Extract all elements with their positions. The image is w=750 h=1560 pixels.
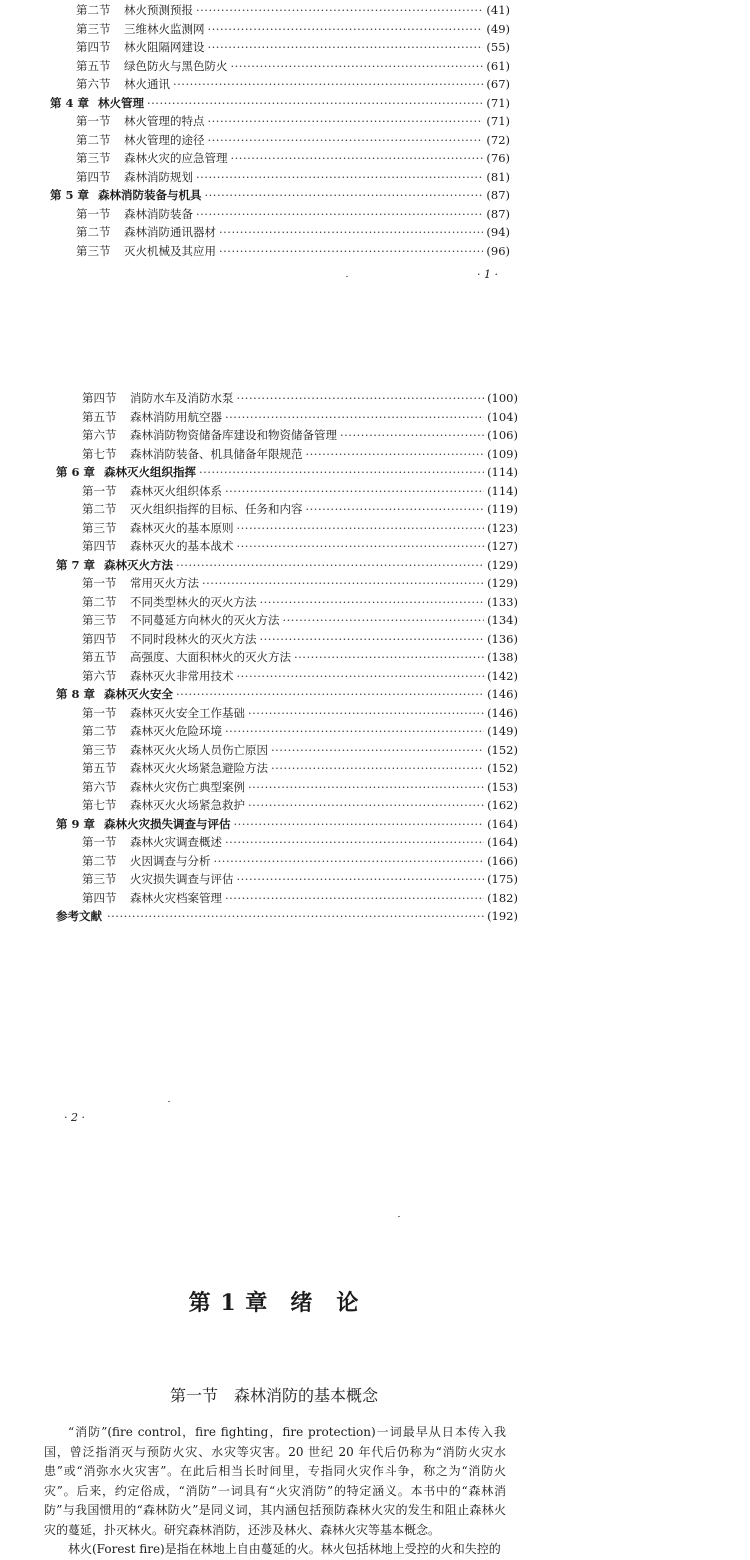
toc-leader-dots [294, 648, 484, 667]
toc-entry-page: (175) [487, 872, 518, 886]
toc-entry-number: 第二节 [82, 853, 117, 868]
toc-leader-dots [176, 556, 484, 575]
toc-entry-number: 第 4 章 [50, 95, 90, 110]
toc-entry-title: 森林消防物资储备库建设和物资储备管理 [130, 428, 337, 442]
toc-entry-number: 第二节 [76, 132, 111, 147]
toc-entry-page: (149) [487, 724, 518, 738]
toc-chapter-entry [50, 94, 510, 113]
toc-section-entry [56, 648, 518, 667]
toc-entry-number: 第 8 章 [56, 687, 96, 701]
toc-section-entry [50, 20, 510, 39]
toc-section-entry [56, 704, 518, 723]
toc-leader-dots [208, 20, 484, 39]
toc-entry-title: 森林灭火组织体系 [130, 483, 222, 498]
section-title-text: 森林消防的基本概念 [234, 1386, 379, 1405]
toc-entry-title: 森林灭火安全 [104, 687, 173, 701]
toc-entry-number: 第五节 [82, 409, 117, 424]
toc-entry-number: 第五节 [82, 761, 117, 775]
toc-section-entry [56, 796, 518, 815]
toc-leader-dots [208, 112, 484, 131]
toc-leader-dots [225, 889, 484, 908]
toc-entry-number: 第五节 [76, 58, 111, 73]
toc-entry-page: (109) [487, 446, 518, 461]
toc-entry-page: (162) [487, 798, 518, 812]
toc-entry-page: (76) [486, 151, 510, 165]
toc-list-page-2 [56, 389, 518, 926]
toc-section-entry [56, 445, 518, 464]
toc-entry-page: (96) [486, 243, 510, 258]
toc-entry-number: 第三节 [76, 243, 111, 258]
toc-entry-page: (114) [487, 483, 518, 498]
scan-speck [346, 276, 348, 277]
toc-entry-number: 第四节 [76, 169, 111, 184]
toc-entry-title: 森林灭火方法 [104, 557, 173, 572]
toc-entry-number: 第四节 [82, 391, 117, 405]
toc-entry-number: 第 7 章 [56, 557, 96, 572]
toc-entry-number: 第一节 [82, 705, 117, 720]
toc-entry-page: (94) [486, 225, 510, 239]
toc-chapter-entry [50, 186, 510, 205]
toc-entry-page: (71) [486, 95, 510, 110]
toc-entry-page: (129) [487, 557, 518, 572]
toc-leader-dots [234, 815, 485, 834]
toc-entry-title: 森林消防通讯器材 [124, 225, 216, 239]
toc-entry-page: (134) [487, 613, 518, 627]
toc-entry-page: (152) [487, 761, 518, 775]
paragraph: “消防”(fire control，fire fighting，fire protection)一词最早从日本传入我国，曾泛指消灭与预防火灾、水灾等灾害。20 世纪 20 年代后仍称为“消防火灾水患”或“消弥水火灾害”。在此后相当长时间里，专指同火灾作斗争，称之为“消防火灾”。后来，约定俗成，“消防”一词具有“火灾消防”的特定涵义。本书中的“森林消防”与我国惯用的“森林防火”是同义词，其内涵包括预防森林火灾的发生和阻止森林火灾的蔓延，扑灭林火。研究森林消防，还涉及林火、森林火灾等基本概念。 [44, 1425, 506, 1537]
toc-entry-title: 森林消防装备 [124, 206, 193, 221]
toc-section-entry [50, 112, 510, 131]
toc-entry-number: 第一节 [76, 206, 111, 221]
toc-section-entry [56, 630, 518, 649]
toc-entry-page: (61) [486, 58, 510, 73]
toc-entry-number: 第六节 [82, 428, 117, 442]
toc-entry-page: (55) [486, 40, 510, 54]
toc-entry-page: (87) [486, 188, 510, 202]
toc-section-entry [56, 667, 518, 686]
toc-entry-number: 第三节 [82, 742, 117, 757]
toc-entry-number: 第四节 [82, 539, 117, 553]
toc-leader-dots [214, 852, 485, 871]
paragraph: 林火(Forest fire)是指在林地上自由蔓延的火。林火包括林地上受控的火和失控的 [68, 1542, 501, 1556]
toc-entry-title: 消防水车及消防水泵 [130, 391, 234, 405]
toc-entry-page: (104) [487, 409, 518, 424]
toc-entry-number: 第四节 [82, 890, 117, 905]
toc-entry-number: 第 6 章 [56, 465, 96, 479]
toc-entry-title: 常用灭火方法 [130, 576, 199, 590]
section-number: 第一节 [169, 1386, 218, 1405]
scan-speck [168, 1101, 170, 1102]
toc-entry-title: 森林灭火危险环境 [130, 724, 222, 738]
toc-entry-page: (106) [487, 428, 518, 442]
toc-entry-title: 森林灭火火场人员伤亡原因 [130, 742, 268, 757]
toc-entry-title: 不同时段林火的灭火方法 [130, 631, 257, 646]
toc-leader-dots [248, 796, 484, 815]
toc-entry-page: (67) [486, 77, 510, 91]
toc-entry-number: 第四节 [76, 40, 111, 54]
toc-leader-dots [196, 1, 483, 20]
toc-entry-page: (164) [487, 835, 518, 849]
toc-section-entry [56, 889, 518, 908]
toc-leader-dots [208, 38, 484, 57]
toc-section-entry [50, 149, 510, 168]
toc-entry-title: 三维林火监测网 [124, 21, 205, 36]
toc-entry-title: 森林灭火火场紧急救护 [130, 798, 245, 812]
toc-entry-page: (119) [487, 502, 518, 516]
toc-entry-title: 林火预测预报 [124, 3, 193, 17]
toc-leader-dots [340, 426, 484, 445]
toc-entry-number: 第三节 [82, 613, 117, 627]
toc-list-page-1 [50, 1, 510, 260]
toc-section-entry [56, 389, 518, 408]
toc-chapter-entry [56, 907, 518, 926]
toc-section-entry [56, 611, 518, 630]
toc-entry-page: (133) [487, 594, 518, 609]
toc-leader-dots [147, 94, 483, 113]
toc-entry-page: (164) [487, 816, 518, 831]
toc-leader-dots [225, 408, 484, 427]
toc-entry-page: (81) [486, 169, 510, 184]
toc-section-entry [56, 833, 518, 852]
toc-section-entry [50, 223, 510, 242]
toc-entry-number: 第六节 [76, 77, 111, 91]
toc-entry-page: (153) [487, 779, 518, 794]
toc-section-entry [50, 57, 510, 76]
toc-entry-title: 不同类型林火的灭火方法 [130, 594, 257, 609]
toc-entry-number: 第三节 [76, 151, 111, 165]
toc-entry-number: 第二节 [82, 502, 117, 516]
toc-entry-title: 林火阻隔网建设 [124, 40, 205, 54]
toc-entry-number: 第五节 [82, 650, 117, 664]
toc-section-entry [56, 852, 518, 871]
toc-entry-number: 第六节 [82, 779, 117, 794]
toc-entry-title: 森林灭火的基本战术 [130, 539, 234, 553]
toc-leader-dots [219, 242, 483, 261]
scan-speck [398, 1216, 400, 1217]
page-number-1: · 1 · [477, 268, 498, 281]
toc-entry-page: (71) [486, 114, 510, 128]
toc-entry-title: 森林火灾的应急管理 [124, 151, 228, 165]
toc-section-entry [50, 38, 510, 57]
chapter-title-text: 绪 论 [290, 1290, 360, 1316]
toc-entry-title: 森林消防用航空器 [130, 409, 222, 424]
toc-leader-dots [225, 482, 484, 501]
toc-entry-title: 高强度、大面积林火的灭火方法 [130, 650, 291, 664]
toc-section-entry [56, 778, 518, 797]
toc-leader-dots [107, 907, 484, 926]
toc-entry-title: 森林灭火组织指挥 [104, 465, 196, 479]
chapter-heading [0, 1286, 548, 1317]
toc-entry-number: 第三节 [82, 872, 117, 886]
toc-leader-dots [260, 593, 485, 612]
section-heading [0, 1383, 548, 1406]
toc-section-entry [56, 870, 518, 889]
page-number-2: · 2 · [64, 1111, 85, 1124]
toc-section-entry [50, 242, 510, 261]
toc-leader-dots [231, 149, 484, 168]
toc-entry-number: 第一节 [82, 835, 117, 849]
toc-entry-number: 第二节 [76, 225, 111, 239]
toc-section-entry [56, 741, 518, 760]
toc-entry-title: 森林灭火安全工作基础 [130, 705, 245, 720]
toc-chapter-entry [56, 463, 518, 482]
toc-entry-title: 林火管理的特点 [124, 114, 205, 128]
toc-section-entry [56, 408, 518, 427]
toc-section-entry [50, 168, 510, 187]
toc-entry-page: (41) [486, 3, 510, 17]
toc-chapter-entry [56, 556, 518, 575]
toc-entry-number: 第一节 [82, 576, 117, 590]
toc-entry-number: 第一节 [76, 114, 111, 128]
toc-entry-title: 林火管理 [98, 95, 144, 110]
toc-leader-dots [306, 445, 485, 464]
toc-entry-title: 森林火灾档案管理 [130, 890, 222, 905]
toc-entry-title: 绿色防火与黑色防火 [124, 58, 228, 73]
toc-entry-number: 第二节 [82, 594, 117, 609]
toc-chapter-entry [56, 685, 518, 704]
toc-entry-page: (127) [487, 539, 518, 553]
toc-entry-title: 森林火灾伤亡典型案例 [130, 779, 245, 794]
toc-entry-page: (100) [487, 391, 518, 405]
toc-entry-number: 第七节 [82, 446, 117, 461]
toc-entry-title: 森林灭火非常用技术 [130, 668, 234, 683]
toc-section-entry [50, 131, 510, 150]
toc-leader-dots [237, 667, 485, 686]
toc-entry-number: 第四节 [82, 631, 117, 646]
toc-leader-dots [283, 611, 485, 630]
toc-entry-title: 火灾损失调查与评估 [130, 872, 234, 886]
toc-entry-page: (146) [487, 687, 518, 701]
toc-entry-page: (123) [487, 520, 518, 535]
toc-leader-dots [219, 223, 483, 242]
toc-entry-page: (129) [487, 576, 518, 590]
toc-entry-title: 森林火灾调查概述 [130, 835, 222, 849]
toc-entry-page: (138) [487, 650, 518, 664]
toc-entry-page: (192) [487, 909, 518, 923]
toc-entry-title: 森林消防装备、机具储备年限规范 [130, 446, 303, 461]
toc-entry-title: 森林灭火火场紧急避险方法 [130, 761, 268, 775]
toc-entry-number: 第三节 [82, 520, 117, 535]
toc-entry-number: 第三节 [76, 21, 111, 36]
toc-leader-dots [173, 75, 483, 94]
toc-entry-number: 第六节 [82, 668, 117, 683]
toc-leader-dots [237, 519, 485, 538]
toc-entry-page: (136) [487, 631, 518, 646]
toc-entry-title: 不同蔓延方向林火的灭火方法 [130, 613, 280, 627]
chapter-number: 第 1 章 [188, 1290, 269, 1316]
toc-section-entry [56, 537, 518, 556]
toc-section-entry [50, 75, 510, 94]
toc-leader-dots [196, 168, 483, 187]
toc-section-entry [56, 722, 518, 741]
toc-entry-title: 森林消防装备与机具 [98, 188, 202, 202]
toc-section-entry [56, 500, 518, 519]
toc-entry-title: 森林灭火的基本原则 [130, 520, 234, 535]
toc-entry-page: (152) [487, 742, 518, 757]
toc-section-entry [56, 759, 518, 778]
toc-entry-page: (166) [487, 853, 518, 868]
toc-entry-title: 林火通讯 [124, 77, 170, 91]
toc-leader-dots [248, 778, 484, 797]
toc-entry-number: 第一节 [82, 483, 117, 498]
toc-entry-number: 第 5 章 [50, 188, 90, 202]
toc-entry-page: (146) [487, 705, 518, 720]
toc-entry-title: 灭火组织指挥的目标、任务和内容 [130, 502, 303, 516]
toc-section-entry [56, 519, 518, 538]
toc-leader-dots [199, 463, 484, 482]
toc-entry-title: 灭火机械及其应用 [124, 243, 216, 258]
toc-entry-page: (182) [487, 890, 518, 905]
toc-leader-dots [306, 500, 485, 519]
toc-section-entry [50, 1, 510, 20]
toc-entry-number: 第二节 [82, 724, 117, 738]
toc-entry-title: 林火管理的途径 [124, 132, 205, 147]
toc-entry-page: (72) [486, 132, 510, 147]
toc-leader-dots [231, 57, 484, 76]
toc-leader-dots [208, 131, 484, 150]
toc-leader-dots [196, 205, 483, 224]
toc-entry-page: (142) [487, 668, 518, 683]
toc-leader-dots [237, 389, 485, 408]
toc-entry-number: 参考文献 [56, 909, 102, 923]
toc-leader-dots [237, 870, 485, 889]
toc-entry-page: (87) [486, 206, 510, 221]
toc-leader-dots [202, 574, 484, 593]
toc-entry-number: 第七节 [82, 798, 117, 812]
toc-entry-title: 火因调查与分析 [130, 853, 211, 868]
toc-leader-dots [225, 722, 484, 741]
toc-section-entry [56, 593, 518, 612]
toc-entry-title: 森林消防规划 [124, 169, 193, 184]
toc-section-entry [56, 426, 518, 445]
toc-entry-page: (114) [487, 465, 518, 479]
toc-leader-dots [248, 704, 484, 723]
toc-entry-number: 第 9 章 [56, 816, 96, 831]
toc-entry-page: (49) [486, 21, 510, 36]
toc-leader-dots [205, 186, 484, 205]
toc-chapter-entry [56, 815, 518, 834]
toc-entry-title: 森林火灾损失调查与评估 [104, 816, 231, 831]
toc-leader-dots [237, 537, 485, 556]
toc-section-entry [50, 205, 510, 224]
toc-leader-dots [271, 741, 484, 760]
toc-leader-dots [271, 759, 484, 778]
toc-leader-dots [176, 685, 484, 704]
toc-section-entry [56, 574, 518, 593]
toc-section-entry [56, 482, 518, 501]
toc-entry-number: 第二节 [76, 3, 111, 17]
toc-leader-dots [225, 833, 484, 852]
body-text [44, 1423, 506, 1560]
toc-leader-dots [260, 630, 485, 649]
